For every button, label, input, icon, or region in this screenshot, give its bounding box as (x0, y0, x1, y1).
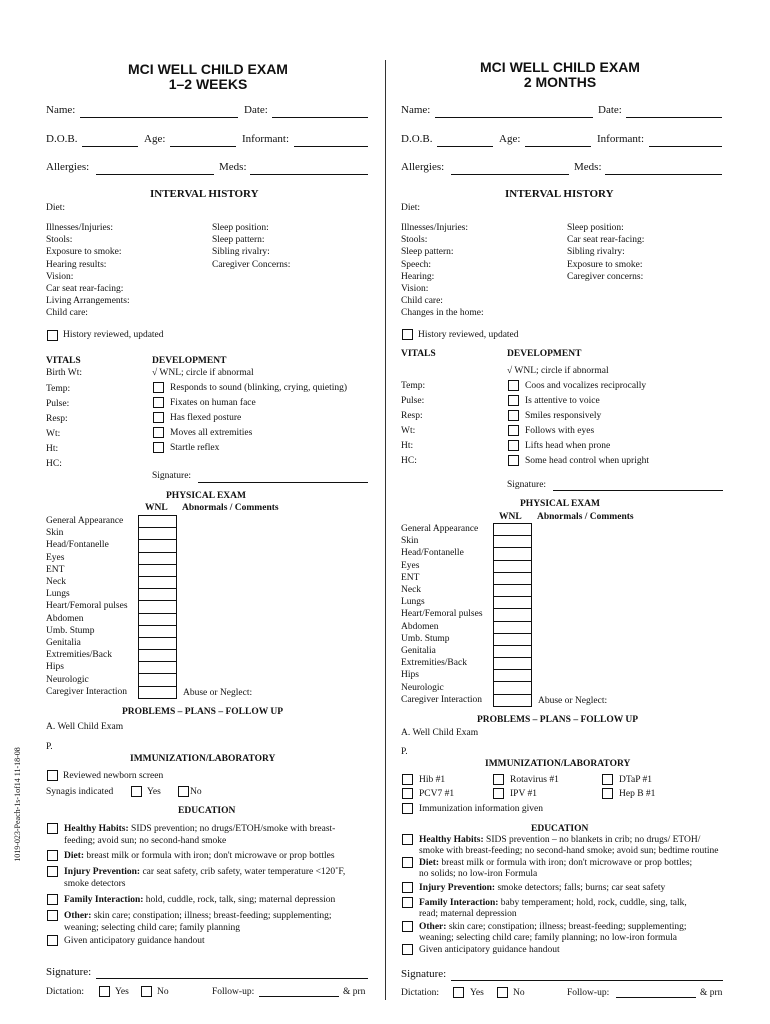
right-dev-checkbox[interactable] (508, 455, 519, 466)
list-item: Caregiver Concerns: (212, 259, 291, 270)
list-item: Sleep pattern: (401, 247, 454, 258)
right-followup-label: Follow-up: (567, 988, 610, 998)
list-item: Genitalia (46, 638, 81, 649)
left-pe-list (46, 515, 128, 698)
left-edu-checkbox[interactable] (47, 894, 58, 905)
left-synagis-yes-label: Yes (147, 787, 161, 797)
left-synagis-label: Synagis indicated (46, 787, 114, 797)
edu-text: breast milk or formula with iron; don't microwave or prop bottles (84, 851, 335, 861)
right-dev-checkbox[interactable] (508, 440, 519, 451)
left-dev-checkbox[interactable] (153, 412, 164, 423)
left-history-reviewed-checkbox[interactable] (47, 330, 58, 341)
right-date-field[interactable] (626, 117, 722, 118)
list-item: Sibling rivalry: (212, 247, 270, 258)
list-item: ENT (46, 564, 65, 575)
left-plan-p: P. (46, 742, 53, 752)
list-item: Caregiver Interaction (401, 694, 482, 705)
right-age-label: Age: (499, 133, 521, 145)
left-history-reviewed-label: History reviewed, updated (63, 330, 164, 340)
right-vital-resp: Resp: (401, 411, 423, 421)
list-item: Abdomen (401, 621, 439, 632)
list-item: Sleep position: (212, 223, 269, 233)
left-synagis-no-checkbox[interactable] (178, 786, 189, 797)
list-item: Head/Fontanelle (46, 540, 109, 551)
left-signature-label: Signature: (46, 966, 92, 978)
list-item: Exposure to smoke: (46, 247, 122, 258)
right-dev-signature-field[interactable] (553, 490, 723, 491)
list-item: Extremities/Back (401, 658, 467, 669)
right-edu-checkbox[interactable] (402, 921, 413, 932)
right-dev-checkbox[interactable] (508, 410, 519, 421)
left-plan-a: A. Well Child Exam (46, 722, 124, 732)
list-item: Neurologic (46, 674, 89, 685)
right-vital-wt: Wt: (401, 426, 416, 436)
left-informant-label: Informant: (242, 133, 290, 145)
right-physical-exam-heading: PHYSICAL EXAM (520, 499, 600, 509)
left-guidance-checkbox[interactable] (47, 935, 58, 946)
list-item: Speech: (401, 259, 432, 270)
left-title (108, 62, 308, 92)
right-vital-hc: HC: (401, 456, 417, 466)
right-edu-item (419, 898, 687, 908)
right-imm-checkbox[interactable] (602, 788, 613, 799)
edu-text: car seat safety, crib safety, water temperature <120˚F, (140, 867, 346, 877)
left-dev-signature-field[interactable] (198, 482, 368, 483)
right-imm-checkbox[interactable] (493, 774, 504, 785)
right-guidance-checkbox[interactable] (402, 944, 413, 955)
right-signature-field[interactable] (451, 980, 723, 981)
left-education-heading: EDUCATION (178, 806, 236, 816)
edu-bold: Diet: (419, 858, 440, 868)
right-education-heading: EDUCATION (531, 824, 589, 834)
list-item: Hearing: (401, 271, 435, 282)
right-edu-item-cont: no solids; no low-iron Formula (419, 869, 538, 879)
right-wnl-heading: WNL (499, 512, 522, 522)
right-diet-label: Diet: (401, 203, 420, 213)
left-name-label: Name: (46, 104, 76, 116)
left-name-field[interactable] (80, 117, 238, 118)
left-date-field[interactable] (272, 117, 368, 118)
right-signature-label: Signature: (401, 968, 447, 980)
list-item: Sleep pattern: (212, 235, 265, 246)
list-item: Hips (401, 670, 419, 681)
right-development-heading: DEVELOPMENT (507, 349, 582, 359)
right-dev-checkbox[interactable] (508, 380, 519, 391)
right-imm-checkbox[interactable] (602, 774, 613, 785)
list-item: Neck (401, 585, 422, 596)
right-name-label: Name: (401, 104, 431, 116)
edu-bold: Healthy Habits: (64, 824, 129, 834)
left-development-heading: DEVELOPMENT (152, 356, 227, 366)
left-edu-checkbox[interactable] (47, 850, 58, 861)
list-item: Lungs (46, 589, 70, 600)
right-edu-item-cont: smoke with breast-feeding; no second-hand smoke; avoid sun; bedtime routine (419, 846, 719, 856)
list-item: Car seat rear-facing: (567, 235, 645, 246)
right-dictation-yes-label: Yes (470, 988, 484, 998)
edu-text: skin care; constipation; illness; breast-feeding; supplementing; (446, 922, 687, 932)
list-item: Heart/Femoral pulses (401, 609, 483, 620)
left-vital-wt: Wt: (46, 429, 61, 439)
left-history-list-right (212, 222, 290, 271)
list-item: Child care: (46, 308, 88, 319)
left-date-label: Date: (244, 104, 268, 116)
list-item: Umb. Stump (401, 633, 450, 644)
edu-text: SIDS prevention – no blankets in crib; no drugs/ ETOH/ (483, 835, 701, 845)
right-informant-field[interactable] (649, 146, 722, 147)
right-dev-item: Coos and vocalizes reciprocally (525, 381, 647, 391)
right-edu-item (419, 922, 687, 932)
left-dob-label: D.O.B. (46, 133, 78, 145)
left-edu-checkbox[interactable] (47, 823, 58, 834)
right-abuse-label: Abuse or Neglect: (538, 696, 608, 706)
right-meds-field[interactable] (605, 174, 722, 175)
right-name-field[interactable] (435, 117, 593, 118)
edu-bold: Injury Prevention: (64, 867, 141, 877)
list-item: Vision: (46, 271, 74, 282)
list-item: Illnesses/Injuries: (401, 223, 469, 233)
list-item: Living Arrangements: (46, 296, 130, 307)
left-edu-item-cont: feeding; avoid sun; no second-hand smoke (64, 836, 227, 846)
left-dob-field[interactable] (82, 146, 138, 147)
right-history-reviewed-label: History reviewed, updated (418, 330, 519, 340)
right-dob-label: D.O.B. (401, 133, 433, 145)
left-problems-heading: PROBLEMS – PLANS – FOLLOW UP (122, 707, 284, 717)
right-dev-item: Some head control when upright (525, 456, 650, 466)
left-edu-item (64, 851, 335, 861)
list-item: Child care: (401, 296, 443, 307)
left-signature-field[interactable] (96, 978, 368, 979)
form-code: 1019-023-Peach-1s-1of14 11-18-08 (12, 747, 22, 862)
right-edu-checkbox[interactable] (402, 897, 413, 908)
edu-text: SIDS prevention; no drugs/ETOH/smoke with breast- (128, 824, 336, 834)
list-item: Stools: (46, 235, 73, 246)
right-dev-item: Smiles responsively (525, 411, 602, 421)
right-edu-item (419, 835, 700, 845)
right-imm-item: DTaP #1 (619, 775, 653, 785)
list-item: Caregiver Interaction (46, 686, 127, 697)
list-item: Neurologic (401, 682, 444, 693)
right-pe-list (401, 523, 483, 706)
right-immunization-heading: IMMUNIZATION/LABORATORY (485, 759, 631, 769)
left-history-list-left (46, 222, 130, 320)
right-vital-temp: Temp: (401, 381, 426, 391)
right-date-label: Date: (598, 104, 622, 116)
right-vitals-heading: VITALS (401, 349, 436, 359)
right-edu-item (419, 883, 665, 893)
right-history-list-left (401, 222, 484, 320)
left-abnormals-heading: Abnormals / Comments (182, 503, 279, 513)
right-edu-checkbox[interactable] (402, 882, 413, 893)
right-dev-item: Is attentive to voice (525, 396, 600, 406)
left-dev-item: Moves all extremities (170, 428, 253, 438)
left-immunization-heading: IMMUNIZATION/LABORATORY (130, 754, 276, 764)
right-dob-field[interactable] (437, 146, 493, 147)
list-item: Stools: (401, 235, 428, 246)
left-abuse-label: Abuse or Neglect: (183, 688, 253, 698)
left-age-label: Age: (144, 133, 166, 145)
left-age-field[interactable] (170, 146, 236, 147)
left-interval-history-heading: INTERVAL HISTORY (150, 188, 259, 200)
edu-text: hold, cuddle, rock, talk, sing; maternal depression (143, 895, 336, 905)
right-dev-item: Lifts head when prone (525, 441, 611, 451)
edu-text: smoke detectors; falls; burns; car seat safety (495, 883, 666, 893)
right-edu-checkbox[interactable] (402, 834, 413, 845)
right-allergies-field[interactable] (451, 174, 569, 175)
edu-text: breast milk or formula with iron; don't microwave or prop bottles; (439, 858, 693, 868)
right-dictation-no-label: No (513, 988, 525, 998)
list-item: Changes in the home: (401, 308, 484, 319)
left-edu-checkbox[interactable] (47, 910, 58, 921)
list-item: Sibling rivalry: (567, 247, 625, 258)
right-edu-item-cont: weaning; selecting child care; family planning; no low-iron formula (419, 933, 678, 943)
list-item: Head/Fontanelle (401, 548, 464, 559)
right-dictation-yes-checkbox[interactable] (453, 987, 464, 998)
right-plan-a: A. Well Child Exam (401, 728, 479, 738)
list-item: Sleep position: (567, 223, 624, 233)
left-physical-exam-heading: PHYSICAL EXAM (166, 491, 246, 501)
left-synagis-no-label: No (190, 787, 202, 797)
left-vital-ht: Ht: (46, 444, 59, 454)
right-followup-field[interactable] (616, 997, 696, 998)
left-dev-item: Startle reflex (170, 443, 220, 453)
list-item: Heart/Femoral pulses (46, 601, 128, 612)
list-item: Car seat rear-facing: (46, 284, 124, 295)
left-wnl-heading: WNL (145, 503, 168, 513)
list-item: Exposure to smoke: (567, 259, 643, 270)
left-dictation-no-checkbox[interactable] (141, 986, 152, 997)
right-edu-item-cont: read; maternal depression (419, 909, 517, 919)
right-imm-checkbox[interactable] (402, 774, 413, 785)
right-dev-checkbox[interactable] (508, 425, 519, 436)
left-dictation-yes-label: Yes (115, 987, 129, 997)
right-age-field[interactable] (525, 146, 591, 147)
left-dictation-no-label: No (157, 987, 169, 997)
left-followup-field[interactable] (259, 996, 339, 997)
left-meds-label: Meds: (219, 161, 247, 173)
left-vital-temp: Temp: (46, 384, 71, 394)
left-dev-checkbox[interactable] (153, 427, 164, 438)
right-imm-item: Hep B #1 (619, 789, 656, 799)
right-imm-info-checkbox[interactable] (402, 803, 413, 814)
left-edu-item-cont: weaning; selecting child care; family planning (64, 923, 240, 933)
right-imm-checkbox[interactable] (402, 788, 413, 799)
column-divider (385, 60, 386, 1000)
list-item: Hearing results: (46, 259, 107, 270)
list-item: Illnesses/Injuries: (46, 223, 114, 233)
list-item: Abdomen (46, 613, 84, 624)
right-vital-ht: Ht: (401, 441, 414, 451)
right-problems-heading: PROBLEMS – PLANS – FOLLOW UP (477, 715, 639, 725)
right-dev-signature-label: Signature: (507, 480, 547, 490)
left-dev-signature-label: Signature: (152, 471, 192, 481)
right-plan-p: P. (401, 747, 408, 757)
list-item: Skin (46, 528, 64, 539)
left-edu-item (64, 911, 332, 921)
left-vital-pulse: Pulse: (46, 399, 70, 409)
edu-text: skin care; constipation; illness; breast-feeding; supplementing; (91, 911, 332, 921)
left-dev-item: Fixates on human face (170, 398, 256, 408)
right-imm-item: IPV #1 (510, 789, 538, 799)
left-edu-checkbox[interactable] (47, 866, 58, 877)
right-interval-history-heading: INTERVAL HISTORY (505, 188, 614, 200)
left-title-line1: MCI WELL CHILD EXAM (128, 61, 288, 77)
left-newborn-checkbox[interactable] (47, 770, 58, 781)
list-item: General Appearance (401, 524, 479, 534)
list-item: Vision: (401, 284, 429, 295)
right-wnl-grid[interactable] (493, 523, 532, 707)
left-wnl-grid[interactable] (138, 515, 177, 699)
right-dev-checkbox[interactable] (508, 395, 519, 406)
left-edu-item (64, 824, 335, 834)
left-vital-birthwt: Birth Wt: (46, 368, 82, 378)
edu-bold: Other: (64, 911, 92, 921)
right-title (460, 60, 660, 90)
right-edu-checkbox[interactable] (402, 857, 413, 868)
right-imm-info-label: Immunization information given (419, 804, 544, 814)
right-imm-checkbox[interactable] (493, 788, 504, 799)
left-dev-item: Responds to sound (blinking, crying, quieting) (170, 383, 348, 393)
left-informant-field[interactable] (294, 146, 368, 147)
right-history-list-right (567, 222, 644, 283)
left-followup-label: Follow-up: (212, 987, 255, 997)
right-informant-label: Informant: (597, 133, 645, 145)
left-diet-label: Diet: (46, 203, 65, 213)
left-dev-checkbox[interactable] (153, 442, 164, 453)
left-dev-checkbox[interactable] (153, 382, 164, 393)
list-item: Extremities/Back (46, 650, 112, 661)
right-dictation-label: Dictation: (401, 988, 439, 998)
left-edu-item-cont: smoke detectors (64, 879, 126, 889)
edu-bold: Diet: (64, 851, 85, 861)
list-item: Eyes (401, 560, 420, 571)
list-item: Umb. Stump (46, 625, 95, 636)
list-item: Lungs (401, 597, 425, 608)
edu-bold: Other: (419, 922, 447, 932)
right-title-line1: MCI WELL CHILD EXAM (480, 59, 640, 75)
list-item: Caregiver concerns: (567, 271, 644, 282)
right-edu-item (419, 858, 692, 868)
left-guidance-label: Given anticipatory guidance handout (64, 936, 205, 946)
right-allergies-label: Allergies: (401, 161, 445, 173)
list-item: General Appearance (46, 516, 124, 526)
list-item: Genitalia (401, 646, 436, 657)
left-vital-hc: HC: (46, 459, 62, 469)
left-meds-field[interactable] (250, 174, 368, 175)
left-edu-item (64, 895, 335, 905)
left-allergies-label: Allergies: (46, 161, 90, 173)
left-vitals-heading: VITALS (46, 356, 81, 366)
right-imm-item: PCV7 #1 (419, 789, 455, 799)
right-vital-pulse: Pulse: (401, 396, 425, 406)
left-edu-item (64, 867, 345, 877)
right-abnormals-heading: Abnormals / Comments (537, 512, 634, 522)
list-item: ENT (401, 572, 420, 583)
left-synagis-yes-checkbox[interactable] (131, 786, 142, 797)
right-imm-item: Hib #1 (419, 775, 446, 785)
right-guidance-label: Given anticipatory guidance handout (419, 945, 560, 955)
left-dev-checkbox[interactable] (153, 397, 164, 408)
left-dev-item: Has flexed posture (170, 413, 242, 423)
edu-text: baby temperament; hold, rock, cuddle, sing, talk, (498, 898, 687, 908)
edu-bold: Healthy Habits: (419, 835, 484, 845)
edu-bold: Injury Prevention: (419, 883, 496, 893)
list-item: Neck (46, 577, 67, 588)
edu-bold: Family Interaction: (419, 898, 499, 908)
list-item: Skin (401, 536, 419, 547)
left-vital-resp: Resp: (46, 414, 68, 424)
right-dev-item: Follows with eyes (525, 426, 595, 436)
right-wnl-note: √ WNL; circle if abnormal (507, 366, 609, 376)
left-title-line2: 1–2 WEEKS (168, 76, 248, 92)
list-item: Hips (46, 662, 64, 673)
left-allergies-field[interactable] (96, 174, 214, 175)
edu-bold: Family Interaction: (64, 895, 144, 905)
left-newborn-label: Reviewed newborn screen (63, 771, 164, 781)
list-item: Eyes (46, 552, 65, 563)
right-title-line2: 2 MONTHS (523, 74, 597, 90)
right-history-reviewed-checkbox[interactable] (402, 329, 413, 340)
right-prn-label: & prn (700, 988, 723, 998)
left-dictation-yes-checkbox[interactable] (99, 986, 110, 997)
left-wnl-note: √ WNL; circle if abnormal (152, 368, 254, 378)
right-dictation-no-checkbox[interactable] (497, 987, 508, 998)
left-prn-label: & prn (343, 987, 366, 997)
left-dictation-label: Dictation: (46, 987, 84, 997)
right-imm-item: Rotavirus #1 (510, 775, 559, 785)
right-meds-label: Meds: (574, 161, 602, 173)
